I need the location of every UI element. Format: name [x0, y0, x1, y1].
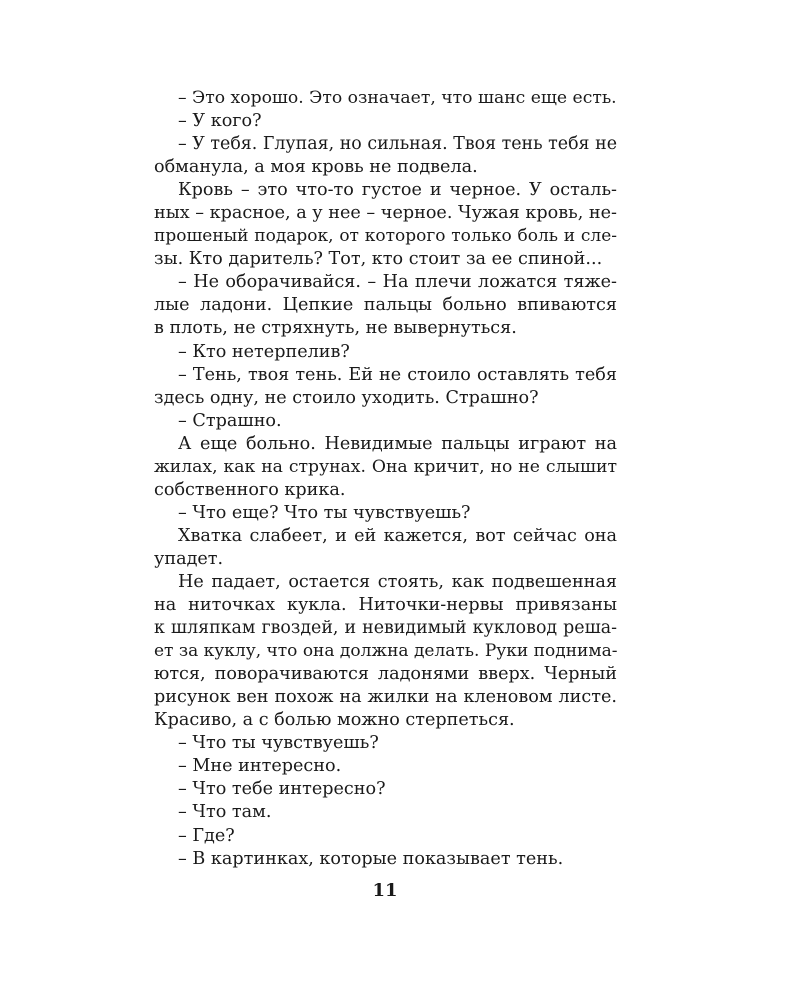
text-line: – Кто нетерпелив? — [178, 341, 350, 362]
text-line: – Это хорошо. Это означает, что шанс еще есть. — [178, 88, 617, 108]
page-number: 11 — [372, 880, 398, 901]
text-line: – Мне интересно. — [178, 756, 342, 777]
text-line: – Что еще? Что ты чувствуешь? — [178, 502, 471, 523]
text-line: – Что там. — [178, 802, 272, 823]
text-line: – У кого? — [178, 111, 262, 132]
text-line: ются, поворачиваются ладонями вверх. Черный — [154, 664, 617, 685]
text-line: в плоть, не стряхнуть, не вывернуться. — [154, 318, 517, 339]
text-line: здесь одну, не стоило уходить. Страшно? — [154, 387, 539, 408]
text-line: упадет. — [154, 548, 224, 569]
text-line: к шляпкам гвоздей, и невидимый кукловод реша- — [154, 618, 617, 639]
text-line: Красиво, а с болью можно стерпеться. — [154, 710, 515, 731]
text-line: – Где? — [178, 825, 235, 846]
text-line: – В картинках, которые показывает тень. — [178, 848, 564, 869]
text-line: жилах, как на струнах. Она кричит, но не слышит — [154, 456, 617, 477]
text-line: – Страшно. — [178, 410, 282, 431]
text-line: Кровь – это что-то густое и черное. У осталь- — [178, 180, 617, 201]
text-line: ных – красное, а у нее – черное. Чужая кровь, не- — [154, 203, 617, 224]
text-line: – У тебя. Глупая, но сильная. Твоя тень тебя не — [178, 134, 617, 155]
text-line: – Что тебе интересно? — [178, 779, 386, 800]
text-line: ет за куклу, что она должна делать. Руки поднима- — [154, 641, 617, 662]
text-line: Не падает, остается стоять, как подвешенная — [178, 571, 617, 592]
text-line: – Что ты чувствуешь? — [178, 733, 379, 754]
text-line: А еще больно. Невидимые пальцы играют на — [178, 433, 617, 454]
text-line: прошеный подарок, от которого только боль и сле- — [154, 226, 617, 247]
text-line: – Не оборачивайся. – На плечи ложатся тяже- — [178, 272, 617, 293]
text-line: обманула, а моя кровь не подвела. — [154, 157, 478, 178]
text-line: собственного крика. — [154, 479, 346, 500]
text-line: зы. Кто даритель? Тот, кто стоит за ее спиной... — [154, 249, 603, 270]
text-line: на ниточках кукла. Ниточки-нервы привязаны — [154, 595, 617, 616]
text-line: – Тень, твоя тень. Ей не стоило оставлять тебя — [178, 364, 617, 385]
page-body — [154, 87, 617, 871]
text-line: рисунок вен похож на жилки на кленовом листе. — [154, 687, 617, 708]
text-line: Хватка слабеет, и ей кажется, вот сейчас она — [178, 525, 617, 546]
text-line: лые ладони. Цепкие пальцы больно впиваются — [154, 295, 617, 316]
